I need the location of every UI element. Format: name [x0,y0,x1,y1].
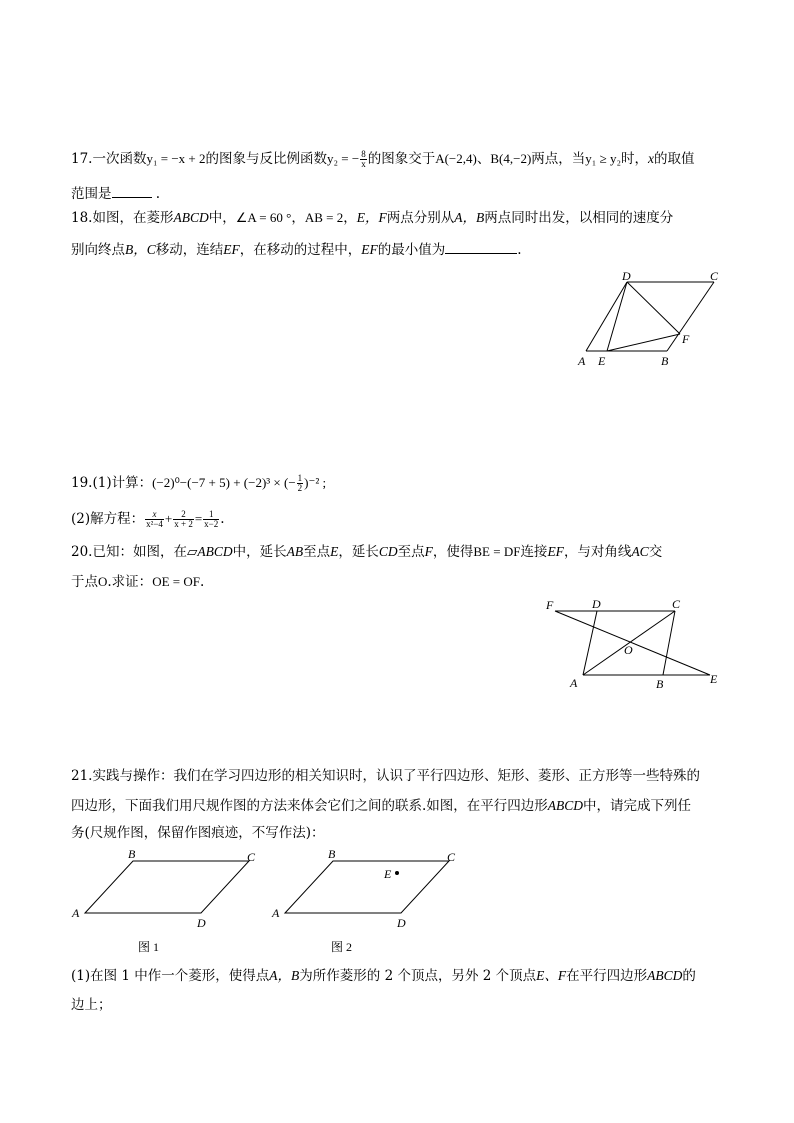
label-B: B [328,847,336,861]
segment-DA [586,282,627,351]
q20-parallelogram-figure [540,595,730,695]
label-D: D [197,916,206,930]
label-A: A [72,906,80,920]
label-D: D [592,597,601,611]
segment-DE [607,282,627,351]
segment-BC [667,282,714,351]
answer-blank[interactable] [112,183,152,198]
label-D: D [397,916,406,930]
q17-line2: 范围是 . [71,183,160,203]
label-D: D [622,269,631,283]
parallelogram-ABCD [85,861,249,913]
q18-rhombus-figure [570,262,730,372]
label-B: B [656,677,664,691]
point-E [395,871,399,875]
label-F: F [682,332,690,346]
answer-blank[interactable] [445,239,517,254]
q18-line1: 18.如图，在菱形ABCD中，∠A = 60 °，AB = 2，E，F两点分别从A，B两点同时出发，以相同的速度分 [71,210,674,226]
label-C: C [710,269,719,283]
label-O: O [624,643,633,657]
q19-part2: (2)解方程： $\frac{x}{\text{x²−4}}$ + $\frac{2}{x + 2}$ = $\frac{1}{x-2}$ . [71,509,225,529]
q17-line1: 17.一次函数y₁ = −x + 2的图象与反比例函数y₂ = − $\frac{8}{x}$ 的图象交于A(−2,4)、B(4,−2)两点，当y₁ ≥ y₂时，x的取值 [71,149,695,169]
parallelogram-ABCD [285,861,449,913]
q21-figure-1 [66,845,266,955]
label-F: F [546,598,554,612]
figure-2-caption: 图 2 [331,940,353,954]
label-E: E [598,354,606,368]
segment-AD [583,611,597,675]
label-E: E [384,867,392,881]
q18-line2: 别向终点B，C移动，连结EF，在移动的过程中，EF的最小值为 . [71,239,522,259]
label-C: C [247,850,256,864]
q20-line2: 于点O.求证：OE = OF. [71,574,205,590]
segment-DF [627,282,680,334]
label-C: C [672,597,681,611]
figure-1-caption: 图 1 [138,940,160,954]
label-A: A [578,354,586,368]
q21-task1-line1: (1)在图 1 中作一个菱形，使得点A，B为所作菱形的 2 个顶点，另外 2 个顶点E、F在平行四边形ABCD的 [71,968,696,984]
q21-figure-2 [266,845,466,955]
label-A: A [272,906,280,920]
q19-part1: 19.(1)计算：(−2)⁰−(−7 + 5) + (−2)³ × (− $\frac{1}{2}$ )⁻² ; [71,473,327,493]
label-E: E [710,672,718,686]
label-A: A [570,676,578,690]
q17-fraction: $\frac{8}{x}$ [361,149,366,169]
q21-line1: 21.实践与操作：我们在学习四边形的相关知识时，认识了平行四边形、矩形、菱形、正方形等一些特殊的 [71,768,700,784]
q21-task1-line2: 边上； [71,997,112,1013]
q20-line1: 20.已知：如图，在▱ABCD中，延长AB至点E，延长CD至点F，使得BE = DF连接EF，与对角线AC交 [71,544,663,560]
label-B: B [661,354,669,368]
q21-line2: 四边形，下面我们用尺规作图的方法来体会它们之间的联系.如图，在平行四边形ABCD中，请完成下列任 [71,798,692,814]
label-B: B [128,847,136,861]
q21-line3: 务(尺规作图，保留作图痕迹，不写作法)： [71,825,325,841]
segment-CB [663,611,675,675]
label-C: C [447,850,456,864]
